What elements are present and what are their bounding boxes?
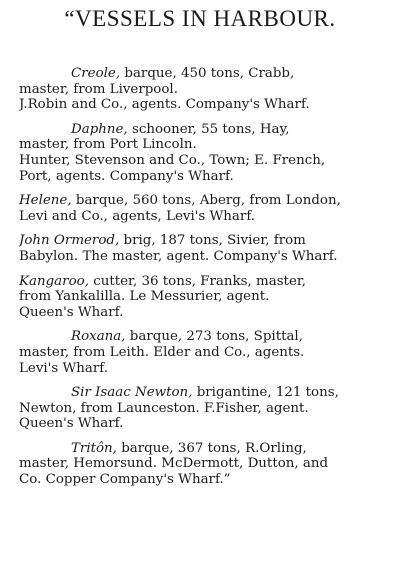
- article-title: “VESSELS IN HARBOUR.: [64, 6, 336, 31]
- vessel-details: brigantine, 121 tons,: [192, 385, 339, 401]
- vessel-entry-first-line: [19, 385, 391, 401]
- vessel-details: Port, agents. Company's Wharf.: [19, 168, 234, 184]
- vessel-entry: [19, 233, 391, 264]
- vessel-details: brig, 187 tons, Sivier, from: [119, 233, 306, 249]
- vessel-entry-line: [19, 401, 391, 417]
- vessel-details: master, Hemorsund. McDermott, Dutton, and: [19, 456, 329, 472]
- vessel-name: John Ormerod,: [19, 233, 120, 249]
- vessel-name: Creole,: [71, 66, 121, 81]
- vessel-details: barque, 367 tons, R.Orling,: [116, 440, 307, 456]
- vessel-entry-line: [19, 153, 391, 169]
- vessel-entry-first-line: [19, 122, 391, 138]
- vessel-list: [19, 66, 391, 497]
- vessel-entry: [19, 122, 391, 184]
- vessel-entry-first-line: [19, 329, 391, 345]
- vessel-entry-first-line: [19, 274, 391, 290]
- vessel-details: master, from Leith. Elder and Co., agents.: [19, 344, 305, 360]
- vessel-details: cutter, 36 tons, Franks, master,: [88, 273, 307, 289]
- vessel-entry-first-line: [19, 233, 391, 249]
- vessel-entry-line: [19, 361, 391, 377]
- vessel-details: master, from Liverpool.: [19, 81, 178, 97]
- vessel-entry: [19, 274, 391, 321]
- vessel-details: Queen's Wharf.: [19, 416, 124, 432]
- vessel-entry: [19, 66, 391, 113]
- vessel-name: Roxana,: [71, 329, 126, 345]
- vessel-details: Co. Copper Company's Wharf.”: [19, 472, 231, 488]
- vessel-entry-line: [19, 289, 391, 305]
- vessel-details: Queen's Wharf.: [19, 304, 124, 320]
- vessel-details: master, from Port Lincoln.: [19, 137, 197, 153]
- vessel-name: Sir Isaac Newton,: [71, 385, 193, 401]
- vessel-entry-first-line: [19, 441, 391, 457]
- vessel-name: Tritôn,: [71, 440, 117, 456]
- vessel-name: Helene,: [19, 193, 72, 209]
- vessel-entry-line: [19, 137, 391, 153]
- vessel-details: barque, 273 tons, Spittal,: [125, 329, 303, 345]
- vessel-entry-line: [19, 305, 391, 321]
- vessel-entry: [19, 441, 391, 488]
- vessel-entry: [19, 385, 391, 432]
- vessel-details: schooner, 55 tons, Hay,: [127, 121, 290, 137]
- vessel-details: Babylon. The master, agent. Company's Wharf.: [19, 248, 338, 264]
- vessel-entry-first-line: [19, 66, 391, 82]
- vessel-entry-line: [19, 82, 391, 98]
- vessel-details: from Yankalilla. Le Messurier, agent.: [19, 289, 270, 305]
- vessel-entry-line: [19, 416, 391, 432]
- vessel-entry-line: [19, 97, 391, 113]
- vessel-entry: [19, 329, 391, 376]
- vessel-details: Newton, from Launceston. F.Fisher, agent.: [19, 400, 309, 416]
- vessel-entry-line: [19, 169, 391, 185]
- vessel-name: Kangaroo,: [19, 273, 89, 289]
- vessel-entry-line: [19, 472, 391, 488]
- vessel-details: barque, 450 tons, Crabb,: [120, 66, 295, 81]
- vessel-entry-line: [19, 345, 391, 361]
- vessel-details: J.Robin and Co., agents. Company's Wharf.: [19, 97, 310, 113]
- vessel-entry: [19, 193, 391, 224]
- vessel-details: Hunter, Stevenson and Co., Town; E. French,: [19, 152, 326, 168]
- vessel-name: Daphne,: [71, 121, 128, 137]
- vessel-entry-line: [19, 209, 391, 225]
- vessel-details: barque, 560 tons, Aberg, from London,: [71, 193, 341, 209]
- vessel-entry-first-line: [19, 193, 391, 209]
- vessel-entry-line: [19, 249, 391, 265]
- vessel-details: Levi's Wharf.: [19, 360, 108, 376]
- vessel-entry-line: [19, 456, 391, 472]
- vessel-details: Levi and Co., agents, Levi's Wharf.: [19, 208, 256, 224]
